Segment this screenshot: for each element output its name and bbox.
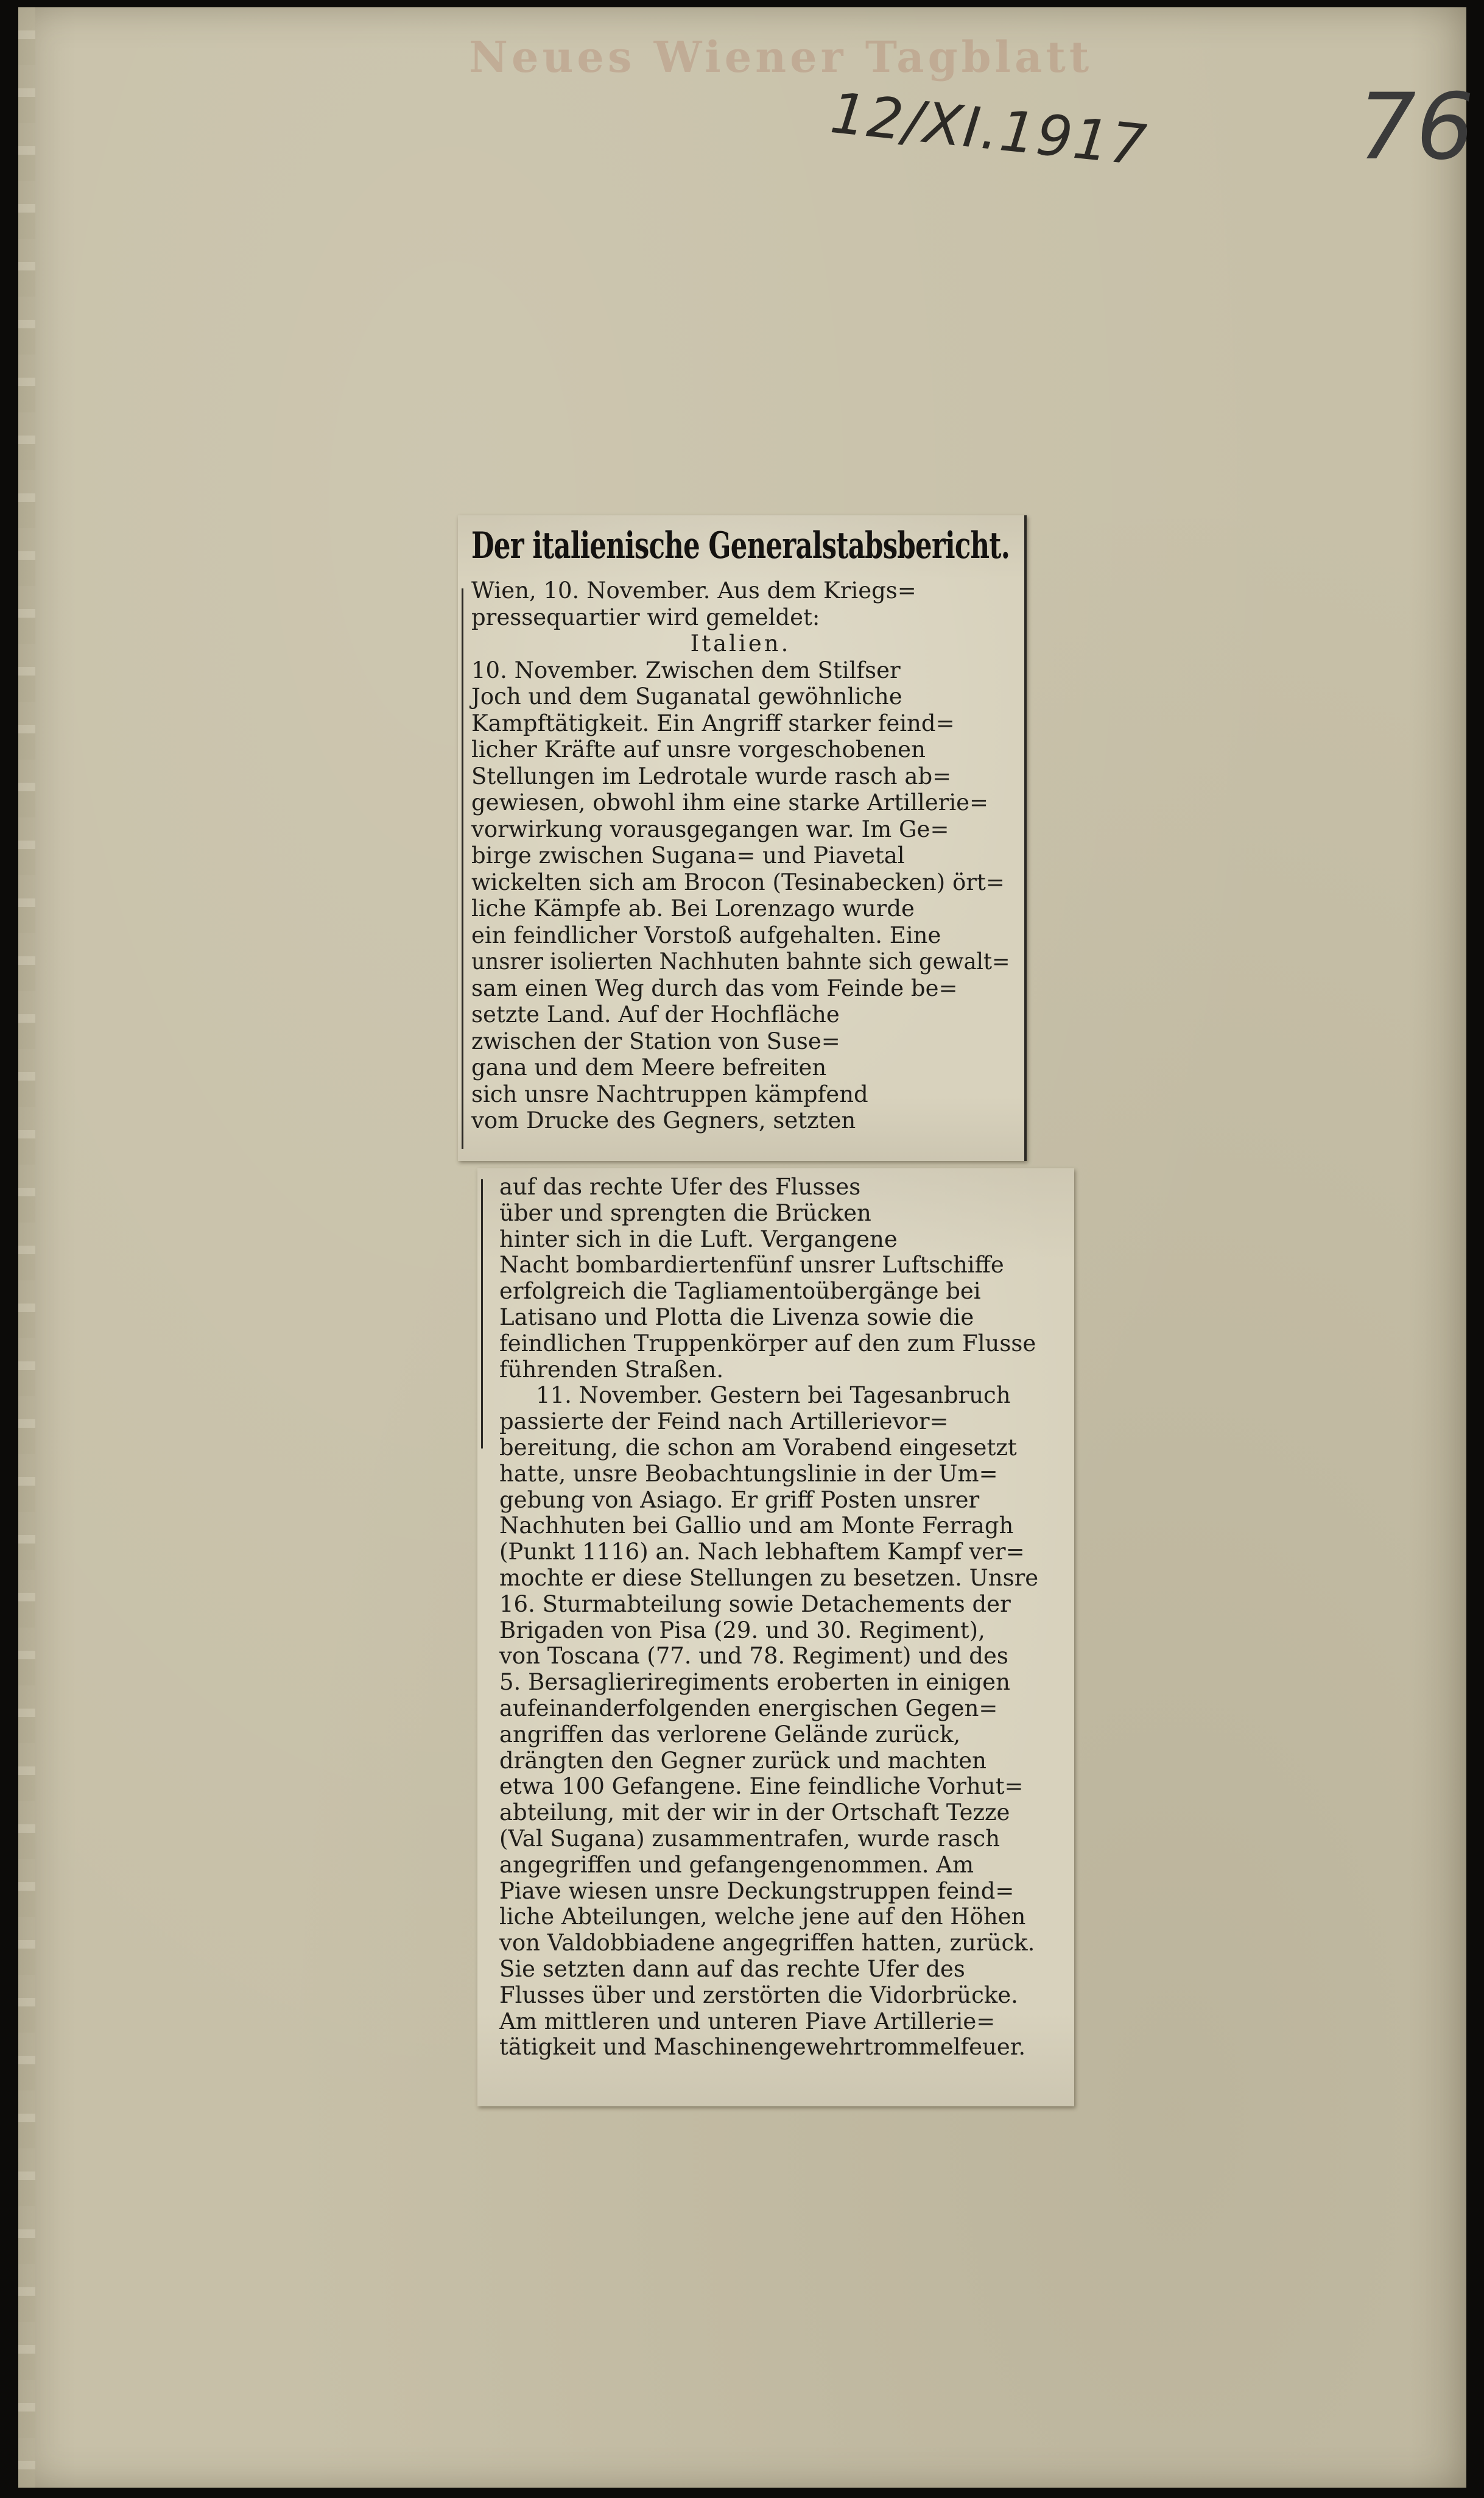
article-line: 5. Bersaglieriregiments eroberten in einigen <box>499 1669 1010 1696</box>
article-line: licher Kräfte auf unsre vorgeschobenen <box>471 736 926 763</box>
section-heading: Italien. <box>690 630 791 657</box>
article-line: gewiesen, obwohl ihm eine starke Artillerie= <box>471 789 989 816</box>
article-line: Nacht bombardiertenfünf unsrer Luftschiffe <box>499 1252 1004 1279</box>
column-rule <box>462 588 463 1149</box>
article-line: vorwirkung vorausgegangen war. Im Ge= <box>471 816 949 842</box>
article-line: Latisano und Plotta die Livenza sowie die <box>499 1304 974 1330</box>
handwritten-folio-number: 76 <box>1358 74 1474 180</box>
article-line: drängten den Gegner zurück und machten <box>499 1747 986 1774</box>
article-line: hatte, unsre Beobachtungslinie in der Um= <box>499 1460 998 1487</box>
article-line: setzte Land. Auf der Hochfläche <box>471 1001 840 1028</box>
article-line: liche Kämpfe ab. Bei Lorenzago wurde <box>471 895 915 922</box>
article-line: vom Drucke des Gegners, setzten <box>471 1107 856 1134</box>
article-line: liche Abteilungen, welche jene auf den Höhen <box>499 1903 1026 1930</box>
article-line: Stellungen im Ledrotale wurde rasch ab= <box>471 763 952 789</box>
article-line: auf das rechte Ufer des Flusses <box>499 1174 861 1200</box>
article-line: von Valdobbiadene angegriffen hatten, zurück. <box>499 1930 1035 1956</box>
article-line: von Toscana (77. und 78. Regiment) und des <box>499 1643 1008 1670</box>
article-line: erfolgreich die Tagliamentoübergänge bei <box>499 1278 981 1305</box>
newspaper-clipping-lower <box>477 1168 1074 2106</box>
article-line: birge zwischen Sugana= und Piavetal <box>471 842 905 869</box>
article-line: Wien, 10. November. Aus dem Kriegs= <box>471 577 916 604</box>
article-line: hinter sich in die Luft. Vergangene <box>499 1226 898 1252</box>
article-line: Flusses über und zerstörten die Vidorbrücke. <box>499 1981 1018 2008</box>
ragged-paper-edge <box>18 7 35 2488</box>
article-line: über und sprengten die Brücken <box>499 1199 871 1226</box>
article-line: passierte der Feind nach Artillerievor= <box>499 1408 949 1435</box>
article-line: Joch und dem Suganatal gewöhnliche <box>471 683 902 710</box>
article-line: wickelten sich am Brocon (Tesinabecken) ört= <box>471 869 1005 895</box>
article-line: feindlichen Truppenkörper auf den zum Flusse <box>499 1330 1036 1357</box>
article-line: Sie setzten dann auf das rechte Ufer des <box>499 1955 965 1982</box>
article-line: angriffen das verlorene Gelände zurück, <box>499 1721 961 1748</box>
article-line: Piave wiesen unsre Deckungstruppen feind= <box>499 1877 1015 1904</box>
handwritten-date: 12/XI.1917 <box>827 80 1150 178</box>
article-line: sich unsre Nachtruppen kämpfend <box>471 1081 868 1107</box>
article-line: gana und dem Meere befreiten <box>471 1054 827 1081</box>
article-line: angegriffen und gefangengenommen. Am <box>499 1851 974 1878</box>
newspaper-name-stamp: Neues Wiener Tagblatt <box>469 32 1093 82</box>
article-line: (Val Sugana) zusammentrafen, wurde rasch <box>499 1825 1000 1852</box>
article-line: mochte er diese Stellungen zu besetzen. Unsre <box>499 1564 1039 1591</box>
article-line: Nachhuten bei Gallio und am Monte Ferragh <box>499 1512 1014 1539</box>
article-line: Am mittleren und unteren Piave Artillerie= <box>499 2008 996 2034</box>
article-line: tätigkeit und Maschinengewehrtrommelfeuer. <box>499 2034 1026 2061</box>
clipping-upper-text <box>471 523 1010 1134</box>
article-line: etwa 100 Gefangene. Eine feindliche Vorhut= <box>499 1773 1024 1800</box>
article-line: sam einen Weg durch das vom Feinde be= <box>471 975 958 1001</box>
article-line: ein feindlicher Vorstoß aufgehalten. Eine <box>471 922 941 948</box>
article-line: unsrer isolierten Nachhuten bahnte sich gewalt= <box>471 948 1010 975</box>
article-line: aufeinanderfolgenden energischen Gegen= <box>499 1695 998 1721</box>
article-line: 11. November. Gestern bei Tagesanbruch <box>536 1382 1011 1409</box>
article-line: 16. Sturmabteilung sowie Detachements der <box>499 1590 1011 1617</box>
article-line: zwischen der Station von Suse= <box>471 1028 840 1054</box>
article-line: 10. November. Zwischen dem Stilfser <box>471 657 901 683</box>
article-line: führenden Straßen. <box>499 1356 724 1383</box>
article-headline: Der italienische Generalstabsbericht. <box>471 524 1010 567</box>
article-line: gebung von Asiago. Er griff Posten unsrer <box>499 1486 980 1513</box>
column-rule <box>481 1179 483 1448</box>
article-line: abteilung, mit der wir in der Ortschaft Tezze <box>499 1799 1010 1826</box>
clipping-lower-text <box>499 1174 1060 2061</box>
article-line: pressequartier wird gemeldet: <box>471 604 820 630</box>
article-line: bereitung, die schon am Vorabend eingesetzt <box>499 1434 1017 1461</box>
article-line: (Punkt 1116) an. Nach lebhaftem Kampf ver= <box>499 1539 1025 1565</box>
article-line: Kampftätigkeit. Ein Angriff starker feind= <box>471 710 955 736</box>
article-line: Brigaden von Pisa (29. und 30. Regiment), <box>499 1617 985 1643</box>
newspaper-clipping-upper <box>458 515 1027 1161</box>
